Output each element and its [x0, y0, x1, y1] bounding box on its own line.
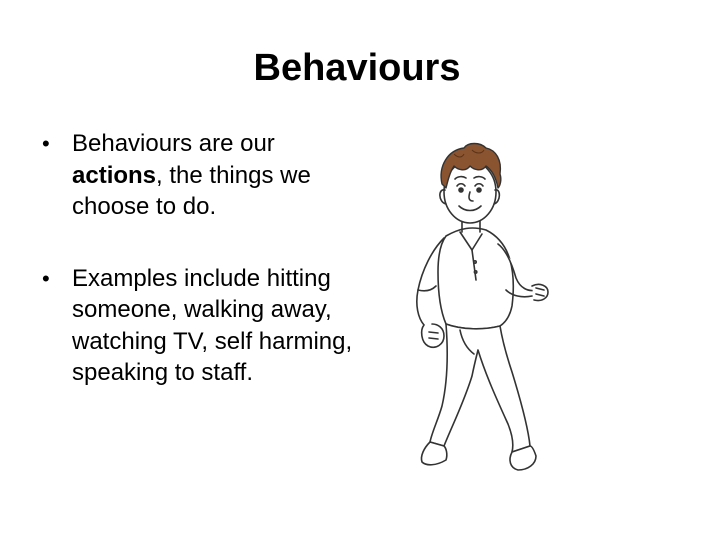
left-shoe [421, 442, 446, 465]
right-hand [532, 284, 548, 300]
left-hand [422, 324, 444, 347]
bullet-text-before: Behaviours are our [72, 130, 275, 157]
bullet-item-definition [40, 128, 360, 223]
bullet-list [40, 128, 360, 429]
bullet-item-examples [40, 263, 360, 389]
slide-title: Behaviours [253, 47, 461, 89]
bullet-icon: • [42, 265, 50, 291]
trousers [430, 324, 530, 452]
walking-boy-illustration [402, 140, 562, 476]
bullet-text [72, 130, 311, 220]
bullet-text: Examples include hitting someone, walking away, watching TV, self harming, speaking to staff. [72, 264, 353, 386]
bullet-icon: • [42, 131, 50, 156]
bullet-text-bold: actions [72, 161, 157, 189]
bullet-text-after: , the things we choose to do. [72, 161, 311, 220]
